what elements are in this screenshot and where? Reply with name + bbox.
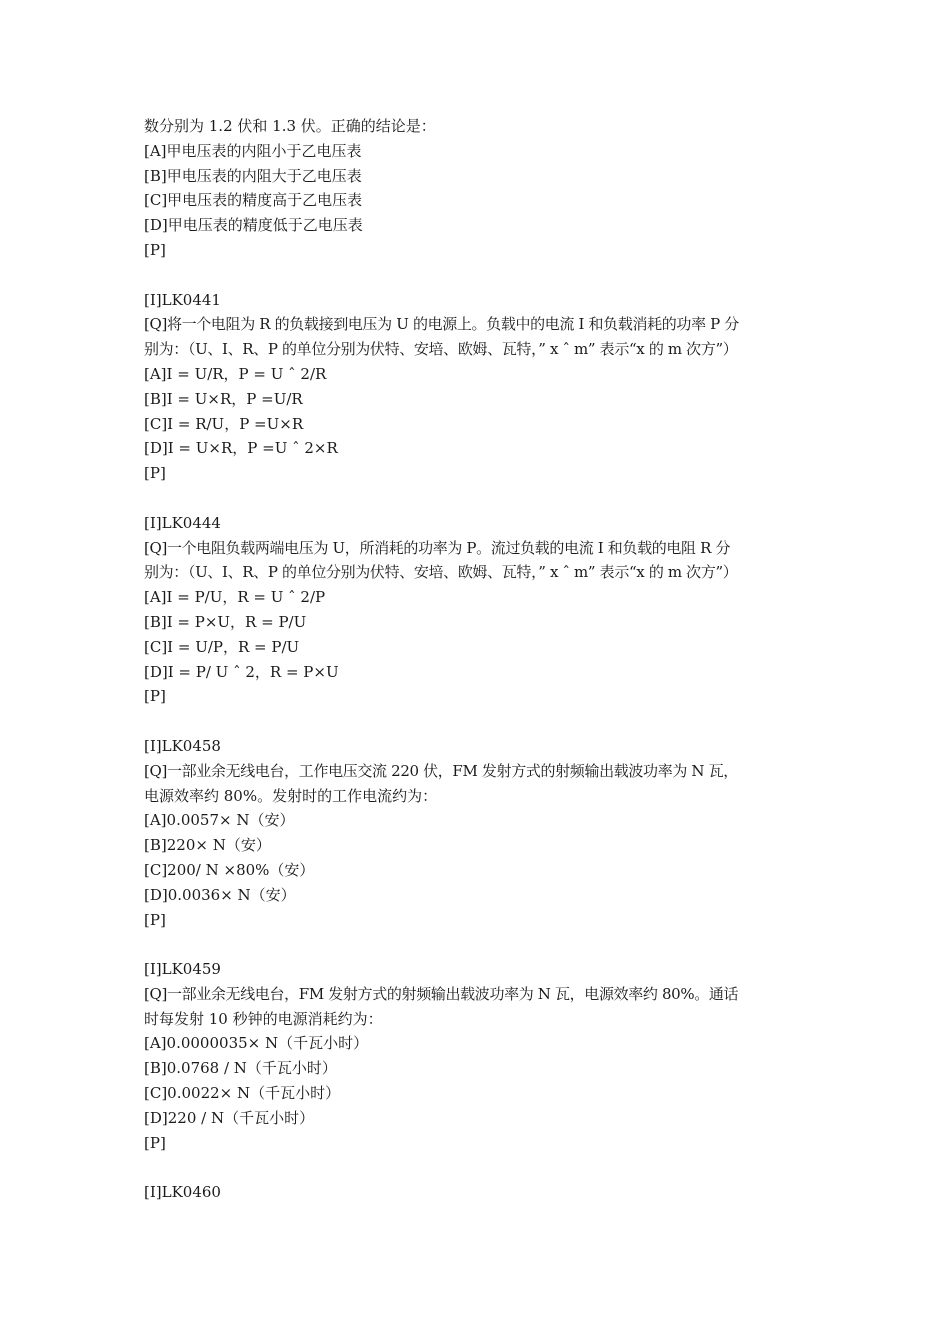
blank-line: [144, 1155, 814, 1180]
picture-marker: [P]: [144, 687, 166, 706]
option-c: [C]I = U/P，R = P/U: [144, 637, 300, 656]
option-a: [A]I = P/U，R = U ˆ 2/P: [144, 588, 326, 607]
option-c: [C]I = R/U，P =U×R: [144, 414, 304, 433]
question-text-line: [Q]将一个电阻为 R 的负载接到电压为 U 的电源上。负载中的电流 I 和负载消耗的功率 P 分: [144, 315, 739, 334]
option-b: [B]220× N（安）: [144, 836, 271, 855]
question-id: [I]LK0460: [144, 1183, 221, 1202]
option-a: [A]0.0057× N（安）: [144, 811, 295, 830]
option-a: [A]I = U/R，P = U ˆ 2/R: [144, 364, 327, 383]
blank-line: [144, 486, 814, 511]
question-text-line: 别为：（U、I、R、P 的单位分别为伏特、安培、欧姆、瓦特，” x ˆ m” 表示“x 的 m 次方”）: [144, 340, 738, 359]
picture-marker: [P]: [144, 464, 166, 483]
question-id: [I]LK0458: [144, 736, 221, 755]
blank-line: [144, 709, 814, 734]
question-text-line: 电源效率约 80%。发射时的工作电流约为：: [144, 786, 438, 805]
blank-line: [144, 263, 814, 288]
blank-line: [144, 932, 814, 957]
option-d: [D]I = P/ U ˆ 2，R = P×U: [144, 662, 339, 681]
option-b: [B]甲电压表的内阻大于乙电压表: [144, 166, 362, 185]
document-body: [144, 114, 814, 1205]
question-id: [I]LK0444: [144, 513, 221, 532]
question-text-line: 别为：（U、I、R、P 的单位分别为伏特、安培、欧姆、瓦特，” x ˆ m” 表示“x 的 m 次方”）: [144, 563, 738, 582]
picture-marker: [P]: [144, 910, 166, 929]
option-a: [A]0.0000035× N（千瓦小时）: [144, 1034, 369, 1053]
picture-marker: [P]: [144, 240, 166, 259]
question-id: [I]LK0459: [144, 960, 221, 979]
question-text-line: [Q]一个电阻负载两端电压为 U，所消耗的功率为 P。流过负载的电流 I 和负载的电阻 R 分: [144, 538, 731, 557]
picture-marker: [P]: [144, 1133, 166, 1152]
option-c: [C]200/ N ×80%（安）: [144, 860, 315, 879]
option-c: [C]0.0022× N（千瓦小时）: [144, 1084, 341, 1103]
option-d: [D]0.0036× N（安）: [144, 885, 296, 904]
option-b: [B]I = P×U，R = P/U: [144, 612, 307, 631]
option-a: [A]甲电压表的内阻小于乙电压表: [144, 141, 362, 160]
option-d: [D]甲电压表的精度低于乙电压表: [144, 216, 363, 235]
option-b: [B]I = U×R，P =U/R: [144, 389, 303, 408]
question-text-line: [Q]一部业余无线电台，FM 发射方式的射频输出载波功率为 N 瓦，电源效率约 80%。通话: [144, 984, 739, 1003]
option-d: [D]220 / N（千瓦小时）: [144, 1108, 315, 1127]
option-d: [D]I = U×R，P =U ˆ 2×R: [144, 439, 338, 458]
option-c: [C]甲电压表的精度高于乙电压表: [144, 191, 363, 210]
question-text-line: 时每发射 10 秒钟的电源消耗约为：: [144, 1009, 383, 1028]
question-text-line: [Q]一部业余无线电台，工作电压交流 220 伏，FM 发射方式的射频输出载波功率为 N 瓦，: [144, 761, 738, 780]
question-id: [I]LK0441: [144, 290, 221, 309]
option-b: [B]0.0768 / N（千瓦小时）: [144, 1059, 337, 1078]
question-text-line: 数分别为 1.2 伏和 1.3 伏。正确的结论是：: [144, 117, 436, 135]
